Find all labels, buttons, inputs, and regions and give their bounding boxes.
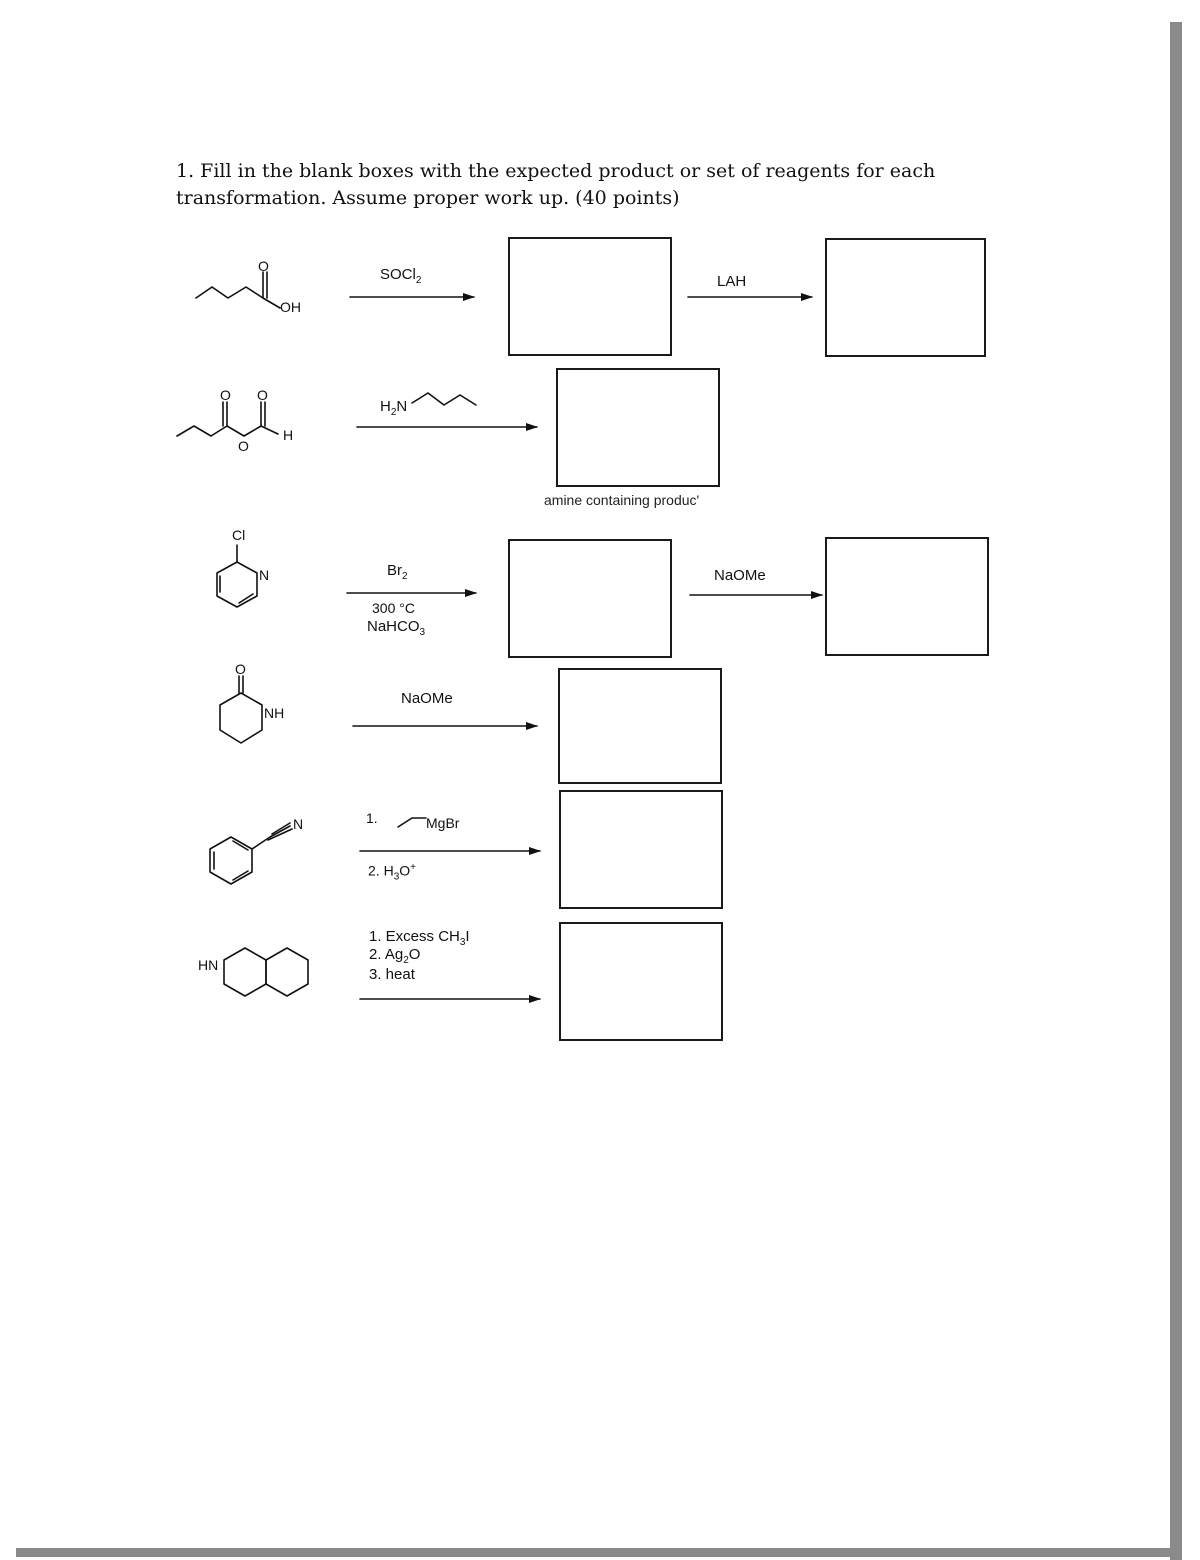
reagent-naome-3: NaOMe xyxy=(714,567,766,584)
butanoic-acid-structure xyxy=(196,272,280,308)
atom-o-carbonyl-1: O xyxy=(220,387,231,403)
propyl-chain xyxy=(412,393,476,405)
reagent-nahco3: NaHCO$_3$ xyxy=(367,618,426,638)
reagent-grignard-mgbr: MgBr xyxy=(426,815,460,831)
reagent-lah: LAH xyxy=(717,273,747,290)
question-prompt: 1. Fill in the blank boxes with the expected product or set of reagents for each transformation. Assume proper work up. (40 points) xyxy=(176,160,936,209)
atom-h-aldehyde: H xyxy=(283,427,294,443)
reagent-grignard-step1-num: 1. xyxy=(366,810,378,826)
atom-o-carbonyl-2: O xyxy=(257,387,268,403)
reagent-naome-4: NaOMe xyxy=(401,690,453,707)
atom-n-pyridine: N xyxy=(259,567,270,583)
reagent-ag2o: 2. $Ag_2O$ xyxy=(369,946,421,966)
reagent-propylamine: $H_2N$ xyxy=(380,398,408,418)
reagent-temperature: 300 °C xyxy=(372,600,415,616)
atom-nh-lactam: NH xyxy=(264,705,285,721)
atom-n-nitrile: N xyxy=(293,816,304,832)
ethyl-chain xyxy=(398,818,426,827)
svg-text:O: O xyxy=(258,258,269,274)
amine-product-note: amine containing produc' xyxy=(544,492,700,508)
atom-oh: OH xyxy=(280,299,301,315)
decahydroisoquinoline-structure xyxy=(224,948,308,996)
atom-o-bridge: O xyxy=(238,438,249,454)
reagent-heat: 3. heat xyxy=(369,966,415,983)
reagent-socl2: SOCl$_2$ xyxy=(380,266,422,286)
reagent-ch3i: 1. Excess $CH_3I$ xyxy=(369,928,470,948)
chloropyridine-structure xyxy=(217,545,257,607)
reagent-h3o: 2. $H_3O^+$ xyxy=(368,862,416,883)
piperidinone-structure xyxy=(220,676,262,743)
reagent-br2: $Br_2$ xyxy=(387,562,408,582)
atom-cl: Cl xyxy=(232,527,246,543)
mixed-anhydride-structure xyxy=(177,402,278,436)
atom-hn: HN xyxy=(198,957,219,973)
atom-o-lactam: O xyxy=(235,661,246,677)
benzyl-nitrile-structure xyxy=(210,823,292,884)
